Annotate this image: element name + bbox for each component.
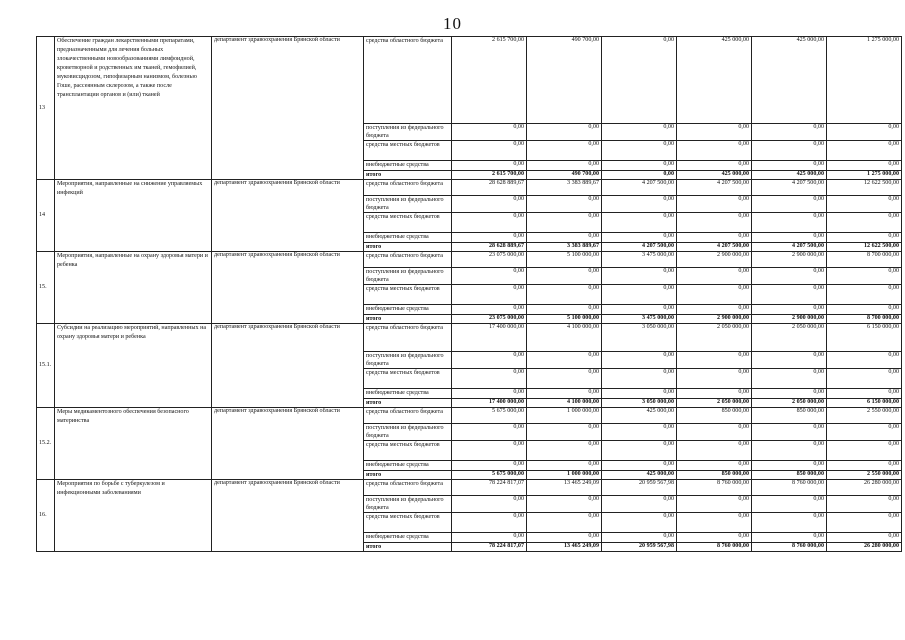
amount-cell: 0,00 (752, 268, 827, 285)
amount-cell: 0,00 (452, 141, 527, 161)
amount-cell: 0,00 (677, 533, 752, 543)
amount-cell: 2 550 000,00 (827, 471, 902, 480)
table-body (37, 37, 902, 552)
amount-cell: 2 900 000,00 (752, 315, 827, 324)
amount-cell: 0,00 (527, 268, 602, 285)
amount-cell: 0,00 (452, 124, 527, 141)
amount-cell: 0,00 (527, 196, 602, 213)
amount-cell: 5 100 000,00 (527, 315, 602, 324)
item-number: 13 (37, 37, 55, 180)
amount-cell: 0,00 (827, 513, 902, 533)
amount-cell: 0,00 (602, 305, 677, 315)
amount-cell: 0,00 (527, 369, 602, 389)
amount-cell: 0,00 (677, 161, 752, 171)
amount-cell: 0,00 (827, 141, 902, 161)
amount-cell: 12 622 500,00 (827, 243, 902, 252)
amount-cell: 0,00 (677, 496, 752, 513)
item-department: департамент здравоохранения Брянской области (212, 408, 364, 480)
item-name: Субсидии на реализацию мероприятий, направленных на охрану здоровья матери и ребенка (55, 324, 212, 408)
amount-cell: 0,00 (752, 533, 827, 543)
amount-cell: 0,00 (677, 352, 752, 369)
amount-cell: 0,00 (527, 533, 602, 543)
funding-source: внебюджетные средства (364, 233, 452, 243)
amount-cell: 0,00 (602, 533, 677, 543)
amount-cell: 0,00 (752, 305, 827, 315)
amount-cell: 6 150 000,00 (827, 399, 902, 408)
amount-cell: 4 207 500,00 (677, 180, 752, 196)
item-name: Мероприятия, направленные на снижение управляемых инфекций (55, 180, 212, 252)
amount-cell: 0,00 (827, 233, 902, 243)
amount-cell: 78 224 817,07 (452, 543, 527, 552)
amount-cell: 0,00 (452, 389, 527, 399)
amount-cell: 3 050 000,00 (602, 324, 677, 352)
amount-cell: 425 000,00 (677, 37, 752, 124)
table-row (37, 37, 902, 124)
amount-cell: 0,00 (677, 285, 752, 305)
amount-cell: 5 100 000,00 (527, 252, 602, 268)
amount-cell: 1 000 000,00 (527, 471, 602, 480)
amount-cell: 0,00 (452, 461, 527, 471)
amount-cell: 0,00 (752, 441, 827, 461)
funding-source: средства местных бюджетов (364, 513, 452, 533)
amount-cell: 0,00 (827, 305, 902, 315)
item-department: департамент здравоохранения Брянской области (212, 480, 364, 552)
amount-cell: 0,00 (827, 161, 902, 171)
amount-cell: 0,00 (602, 461, 677, 471)
amount-cell: 0,00 (602, 37, 677, 124)
amount-cell: 0,00 (527, 352, 602, 369)
amount-cell: 0,00 (602, 196, 677, 213)
amount-cell: 2 900 000,00 (752, 252, 827, 268)
funding-source: итого (364, 243, 452, 252)
amount-cell: 0,00 (752, 141, 827, 161)
amount-cell: 0,00 (452, 233, 527, 243)
amount-cell: 0,00 (677, 268, 752, 285)
table-row (37, 180, 902, 196)
amount-cell: 0,00 (452, 441, 527, 461)
amount-cell: 0,00 (452, 369, 527, 389)
amount-cell: 0,00 (752, 124, 827, 141)
funding-source: итого (364, 171, 452, 180)
amount-cell: 0,00 (827, 496, 902, 513)
item-department: департамент здравоохранения Брянской области (212, 324, 364, 408)
funding-source: поступления из федерального бюджета (364, 496, 452, 513)
amount-cell: 0,00 (527, 305, 602, 315)
amount-cell: 0,00 (752, 461, 827, 471)
amount-cell: 0,00 (602, 496, 677, 513)
amount-cell: 13 465 249,09 (527, 480, 602, 496)
funding-source: внебюджетные средства (364, 461, 452, 471)
amount-cell: 0,00 (827, 268, 902, 285)
funding-source: средства областного бюджета (364, 408, 452, 424)
amount-cell: 8 760 000,00 (752, 480, 827, 496)
amount-cell: 0,00 (752, 233, 827, 243)
amount-cell: 0,00 (602, 268, 677, 285)
item-department: департамент здравоохранения Брянской области (212, 252, 364, 324)
amount-cell: 0,00 (677, 513, 752, 533)
amount-cell: 0,00 (452, 196, 527, 213)
amount-cell: 0,00 (827, 213, 902, 233)
item-number: 15. (37, 252, 55, 324)
amount-cell: 0,00 (452, 161, 527, 171)
amount-cell: 78 224 817,07 (452, 480, 527, 496)
amount-cell: 0,00 (602, 161, 677, 171)
funding-source: средства местных бюджетов (364, 369, 452, 389)
amount-cell: 3 475 000,00 (602, 252, 677, 268)
amount-cell: 0,00 (452, 352, 527, 369)
amount-cell: 0,00 (527, 285, 602, 305)
amount-cell: 23 075 000,00 (452, 315, 527, 324)
funding-source: средства местных бюджетов (364, 213, 452, 233)
amount-cell: 0,00 (527, 124, 602, 141)
amount-cell: 0,00 (527, 424, 602, 441)
amount-cell: 2 050 000,00 (677, 399, 752, 408)
amount-cell: 4 100 000,00 (527, 399, 602, 408)
funding-source: средства областного бюджета (364, 37, 452, 124)
amount-cell: 0,00 (527, 513, 602, 533)
amount-cell: 0,00 (602, 233, 677, 243)
amount-cell: 850 000,00 (677, 408, 752, 424)
funding-source: внебюджетные средства (364, 305, 452, 315)
funding-source: средства местных бюджетов (364, 141, 452, 161)
amount-cell: 490 700,00 (527, 171, 602, 180)
amount-cell: 0,00 (752, 196, 827, 213)
amount-cell: 425 000,00 (602, 408, 677, 424)
amount-cell: 0,00 (677, 124, 752, 141)
amount-cell: 3 475 000,00 (602, 315, 677, 324)
budget-table (36, 36, 902, 552)
amount-cell: 28 628 889,67 (452, 180, 527, 196)
amount-cell: 0,00 (527, 141, 602, 161)
amount-cell: 0,00 (527, 441, 602, 461)
amount-cell: 12 622 500,00 (827, 180, 902, 196)
amount-cell: 3 383 889,67 (527, 180, 602, 196)
amount-cell: 28 628 889,67 (452, 243, 527, 252)
funding-source: итого (364, 543, 452, 552)
item-name: Обеспечение граждан лекарственными препаратами, предназначенными для лечения больных злокачественными новообразованиями лимфоидной, кроветворной и родственных им тканей, гемофилией, муковисцидозом, гипофизарным нанизмом, болезнью Гоше, рассеянным склерозом, а также после трансплантации органов и (или) тканей (55, 37, 212, 180)
amount-cell: 0,00 (827, 285, 902, 305)
amount-cell: 2 050 000,00 (752, 399, 827, 408)
amount-cell: 0,00 (827, 196, 902, 213)
amount-cell: 0,00 (827, 461, 902, 471)
amount-cell: 0,00 (602, 213, 677, 233)
amount-cell: 0,00 (677, 369, 752, 389)
amount-cell: 850 000,00 (677, 471, 752, 480)
amount-cell: 1 275 000,00 (827, 171, 902, 180)
funding-source: внебюджетные средства (364, 389, 452, 399)
amount-cell: 4 207 500,00 (752, 180, 827, 196)
amount-cell: 13 465 249,09 (527, 543, 602, 552)
amount-cell: 490 700,00 (527, 37, 602, 124)
amount-cell: 2 550 000,00 (827, 408, 902, 424)
amount-cell: 17 400 000,00 (452, 324, 527, 352)
amount-cell: 2 615 700,00 (452, 37, 527, 124)
amount-cell: 8 760 000,00 (677, 480, 752, 496)
amount-cell: 2 615 700,00 (452, 171, 527, 180)
item-number: 14 (37, 180, 55, 252)
amount-cell: 4 207 500,00 (602, 180, 677, 196)
amount-cell: 425 000,00 (677, 171, 752, 180)
amount-cell: 0,00 (677, 141, 752, 161)
amount-cell: 2 900 000,00 (677, 252, 752, 268)
item-department: департамент здравоохранения Брянской области (212, 180, 364, 252)
amount-cell: 0,00 (677, 441, 752, 461)
amount-cell: 0,00 (527, 461, 602, 471)
amount-cell: 0,00 (827, 424, 902, 441)
funding-source: поступления из федерального бюджета (364, 268, 452, 285)
amount-cell: 1 000 000,00 (527, 408, 602, 424)
amount-cell: 0,00 (677, 196, 752, 213)
amount-cell: 0,00 (752, 213, 827, 233)
table-row (37, 324, 902, 352)
amount-cell: 5 675 000,00 (452, 471, 527, 480)
amount-cell: 0,00 (452, 496, 527, 513)
amount-cell: 0,00 (452, 513, 527, 533)
amount-cell: 0,00 (677, 213, 752, 233)
amount-cell: 0,00 (527, 161, 602, 171)
table-row (37, 480, 902, 496)
amount-cell: 5 675 000,00 (452, 408, 527, 424)
amount-cell: 0,00 (602, 389, 677, 399)
amount-cell: 0,00 (752, 161, 827, 171)
amount-cell: 0,00 (452, 268, 527, 285)
amount-cell: 0,00 (452, 424, 527, 441)
amount-cell: 0,00 (752, 496, 827, 513)
amount-cell: 0,00 (452, 213, 527, 233)
amount-cell: 0,00 (602, 352, 677, 369)
funding-source: средства областного бюджета (364, 180, 452, 196)
amount-cell: 0,00 (602, 513, 677, 533)
amount-cell: 8 760 000,00 (677, 543, 752, 552)
amount-cell: 0,00 (752, 352, 827, 369)
amount-cell: 0,00 (527, 213, 602, 233)
amount-cell: 0,00 (527, 233, 602, 243)
item-number: 16. (37, 480, 55, 552)
amount-cell: 850 000,00 (752, 408, 827, 424)
table-row (37, 252, 902, 268)
funding-source: средства областного бюджета (364, 252, 452, 268)
amount-cell: 0,00 (752, 389, 827, 399)
amount-cell: 0,00 (602, 369, 677, 389)
item-number: 15.1. (37, 324, 55, 408)
amount-cell: 0,00 (602, 141, 677, 161)
amount-cell: 0,00 (827, 124, 902, 141)
funding-source: итого (364, 471, 452, 480)
amount-cell: 2 050 000,00 (677, 324, 752, 352)
amount-cell: 0,00 (602, 424, 677, 441)
funding-source: средства областного бюджета (364, 324, 452, 352)
item-name: Мероприятия по борьбе с туберкулезом и инфекционными заболеваниями (55, 480, 212, 552)
funding-source: внебюджетные средства (364, 161, 452, 171)
funding-source: поступления из федерального бюджета (364, 124, 452, 141)
amount-cell: 0,00 (452, 533, 527, 543)
amount-cell: 425 000,00 (602, 471, 677, 480)
amount-cell: 0,00 (752, 369, 827, 389)
amount-cell: 6 150 000,00 (827, 324, 902, 352)
amount-cell: 0,00 (677, 305, 752, 315)
amount-cell: 1 275 000,00 (827, 37, 902, 124)
amount-cell: 0,00 (602, 441, 677, 461)
amount-cell: 2 900 000,00 (677, 315, 752, 324)
amount-cell: 0,00 (677, 461, 752, 471)
amount-cell: 0,00 (602, 285, 677, 305)
amount-cell: 26 280 000,00 (827, 480, 902, 496)
amount-cell: 17 400 000,00 (452, 399, 527, 408)
funding-source: средства областного бюджета (364, 480, 452, 496)
funding-source: итого (364, 399, 452, 408)
amount-cell: 0,00 (452, 285, 527, 305)
item-number: 15.2. (37, 408, 55, 480)
amount-cell: 4 100 000,00 (527, 324, 602, 352)
amount-cell: 3 050 000,00 (602, 399, 677, 408)
amount-cell: 0,00 (827, 441, 902, 461)
amount-cell: 3 383 889,67 (527, 243, 602, 252)
amount-cell: 0,00 (752, 285, 827, 305)
funding-source: итого (364, 315, 452, 324)
item-name: Мероприятия, направленные на охрану здоровья матери и ребенка (55, 252, 212, 324)
amount-cell: 20 959 567,98 (602, 480, 677, 496)
amount-cell: 0,00 (827, 389, 902, 399)
amount-cell: 0,00 (677, 389, 752, 399)
funding-source: поступления из федерального бюджета (364, 196, 452, 213)
funding-source: поступления из федерального бюджета (364, 424, 452, 441)
amount-cell: 2 050 000,00 (752, 324, 827, 352)
amount-cell: 0,00 (527, 389, 602, 399)
item-name: Меры медикаментозного обеспечения безопасного материнства (55, 408, 212, 480)
funding-source: средства местных бюджетов (364, 441, 452, 461)
amount-cell: 0,00 (827, 352, 902, 369)
amount-cell: 4 207 500,00 (602, 243, 677, 252)
amount-cell: 0,00 (752, 424, 827, 441)
funding-source: внебюджетные средства (364, 533, 452, 543)
page-number: 10 (443, 14, 462, 33)
amount-cell: 425 000,00 (752, 37, 827, 124)
funding-source: средства местных бюджетов (364, 285, 452, 305)
amount-cell: 4 207 500,00 (752, 243, 827, 252)
amount-cell: 0,00 (602, 124, 677, 141)
amount-cell: 0,00 (752, 513, 827, 533)
item-department: департамент здравоохранения Брянской области (212, 37, 364, 180)
amount-cell: 0,00 (602, 171, 677, 180)
amount-cell: 0,00 (677, 424, 752, 441)
amount-cell: 0,00 (452, 305, 527, 315)
amount-cell: 4 207 500,00 (677, 243, 752, 252)
amount-cell: 20 959 567,98 (602, 543, 677, 552)
amount-cell: 0,00 (827, 533, 902, 543)
amount-cell: 0,00 (827, 369, 902, 389)
amount-cell: 23 075 000,00 (452, 252, 527, 268)
amount-cell: 26 280 000,00 (827, 543, 902, 552)
amount-cell: 425 000,00 (752, 171, 827, 180)
table-row (37, 408, 902, 424)
amount-cell: 8 760 000,00 (752, 543, 827, 552)
amount-cell: 8 700 000,00 (827, 315, 902, 324)
funding-source: поступления из федерального бюджета (364, 352, 452, 369)
amount-cell: 8 700 000,00 (827, 252, 902, 268)
amount-cell: 0,00 (527, 496, 602, 513)
amount-cell: 850 000,00 (752, 471, 827, 480)
amount-cell: 0,00 (677, 233, 752, 243)
